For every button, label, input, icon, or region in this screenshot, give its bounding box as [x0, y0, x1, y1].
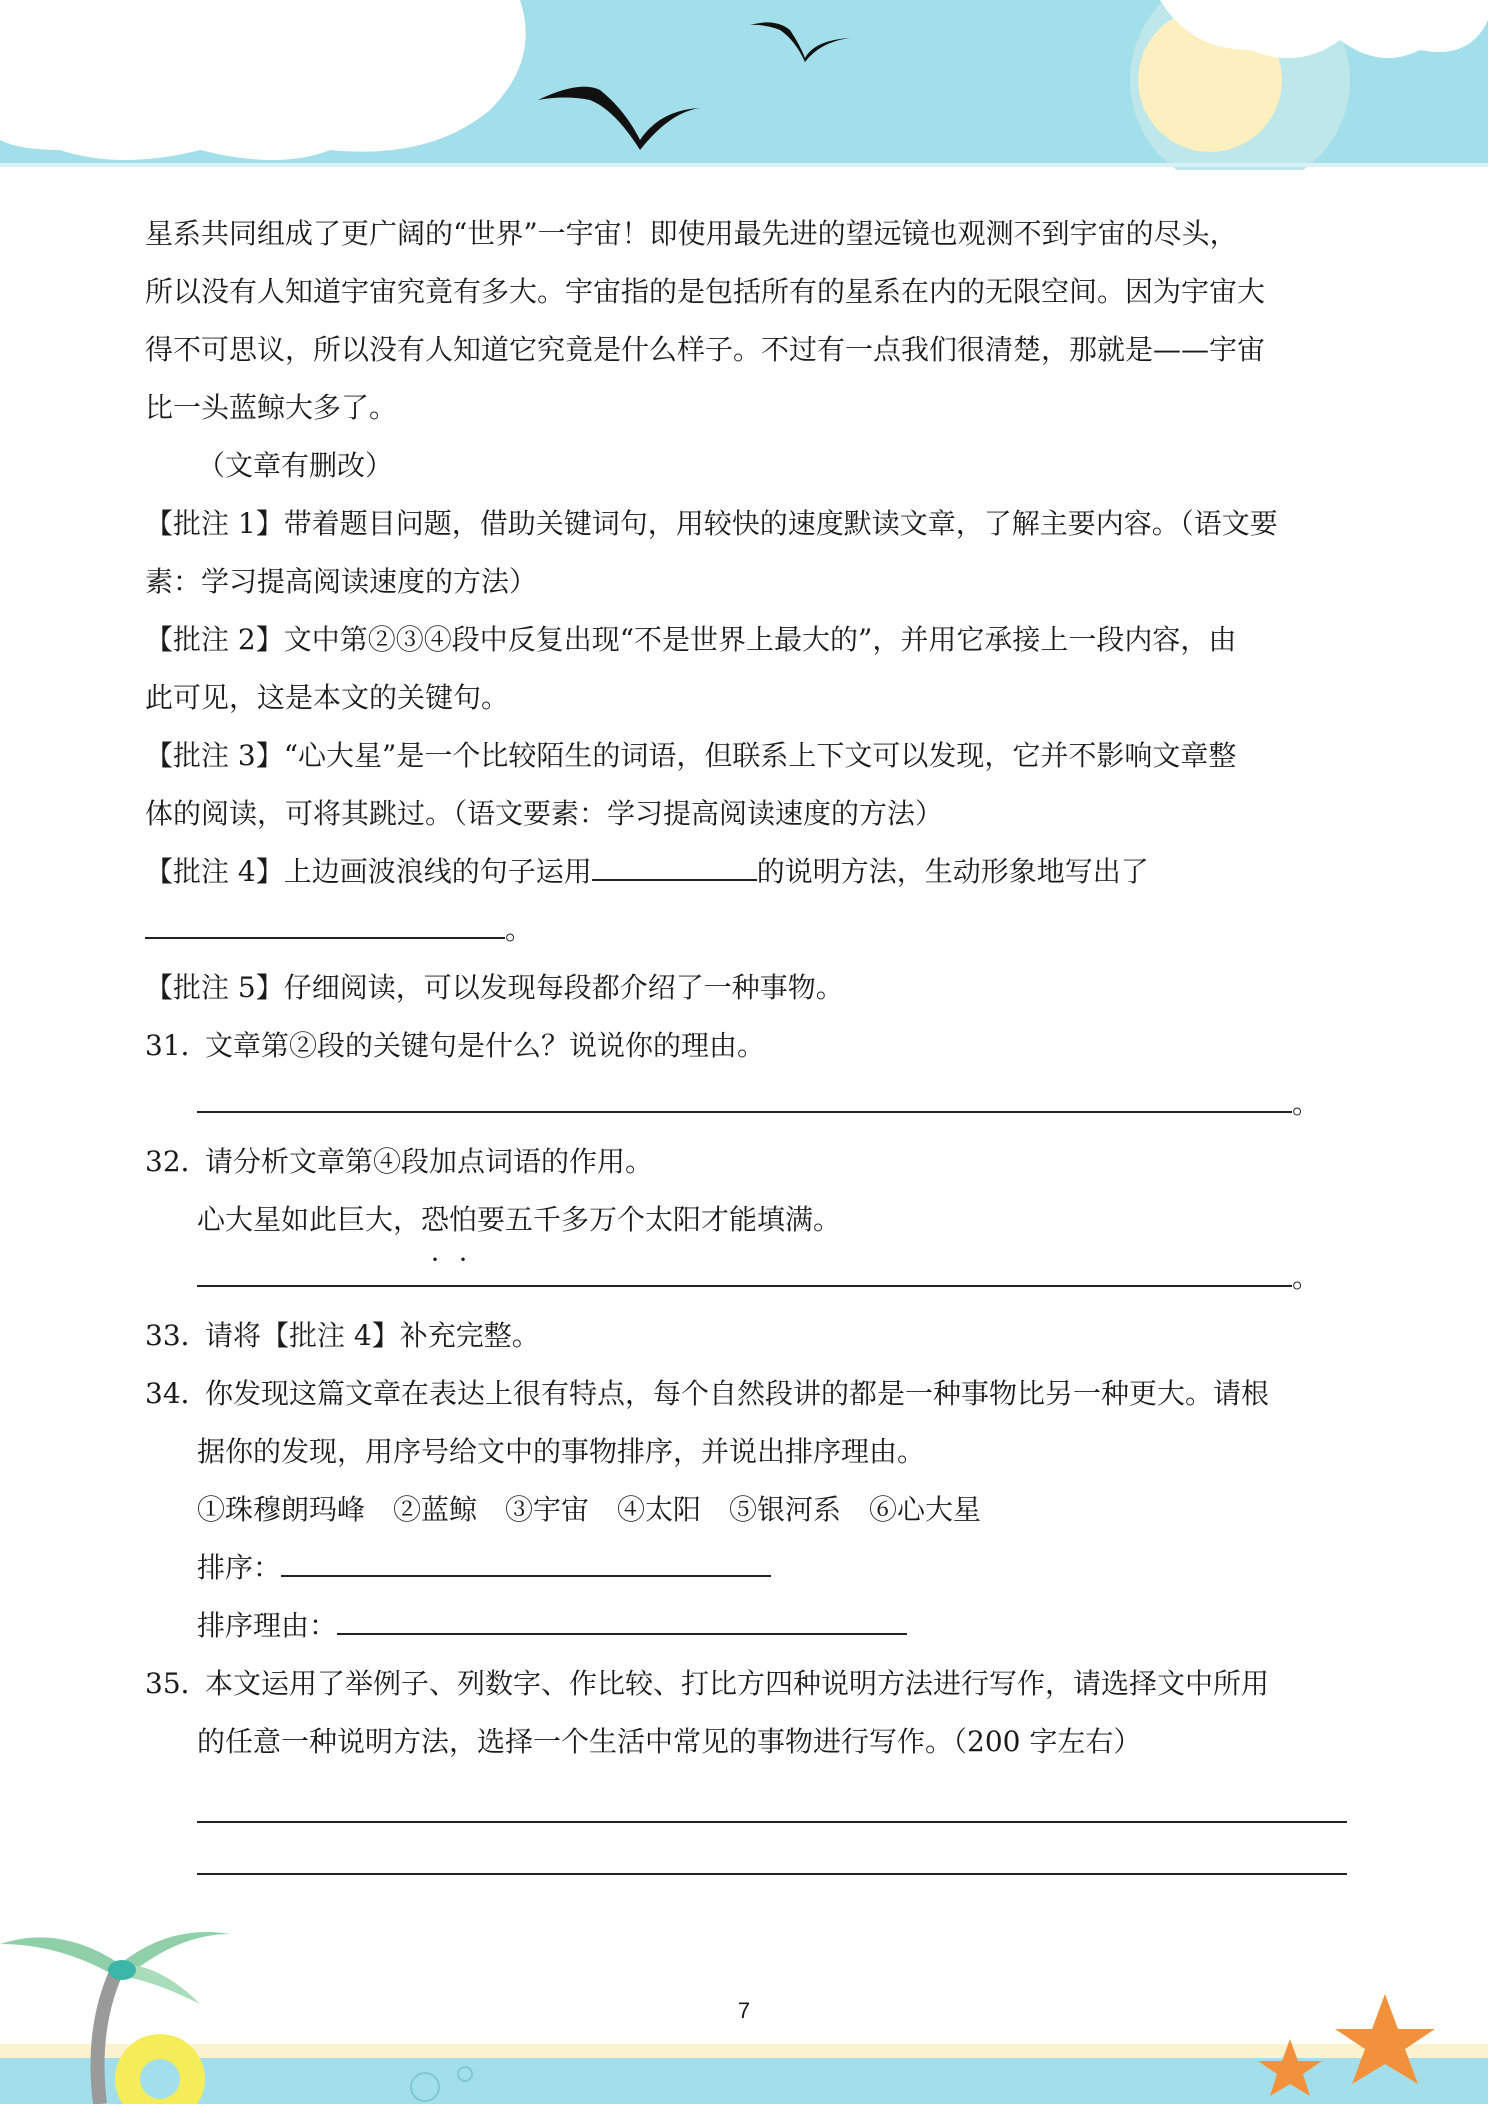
dotted-word-pa: 怕: [449, 1203, 478, 1236]
question-33-text: 请将【批注 4】补充完整。: [205, 1319, 540, 1352]
coconut-icon: [108, 1960, 136, 1980]
question-35-writing-line-1[interactable]: [197, 1771, 1347, 1823]
annotation-4-blank-effect[interactable]: [145, 907, 505, 939]
question-34: [145, 1365, 1345, 1423]
question-32-number: 32．: [145, 1145, 209, 1178]
question-34-order-label: 排序：: [197, 1551, 282, 1584]
annotation-4-blank-method[interactable]: [592, 849, 757, 881]
question-34-reason: [145, 1597, 1345, 1655]
annotation-5: 【批注 5】仔细阅读，可以发现每段都介绍了一种事物。: [145, 971, 844, 1004]
annotation-3-line-2: 体的阅读，可将其跳过。（语文要素：学习提高阅读速度的方法）: [145, 797, 944, 830]
annotation-3-line-1: 【批注 3】“心大星”是一个比较陌生的词语，但联系上下文可以发现，它并不影响文章整: [145, 739, 1237, 772]
question-34-order-blank[interactable]: [281, 1545, 771, 1577]
annotation-4-line-2: [145, 901, 1345, 959]
question-32-sentence-a: 心大星如此巨大，: [197, 1203, 422, 1236]
question-32-sentence: [145, 1191, 1345, 1249]
question-34-order: [145, 1539, 1345, 1597]
question-34-text-line-1: 你发现这篇文章在表达上很有特点，每个自然段讲的都是一种事物比另一种更大。请根: [205, 1377, 1270, 1410]
annotation-1-line-1: 【批注 1】带着题目问题，借助关键词句，用较快的速度默读文章，了解主要内容。（语文要: [145, 507, 1278, 540]
question-35-text-line-2: 的任意一种说明方法，选择一个生活中常见的事物进行写作。（200 字左右）: [197, 1725, 1142, 1758]
palm-leaf-icon: [0, 1937, 120, 1976]
question-31-period: 。: [1292, 1087, 1321, 1120]
question-33-number: 33．: [145, 1319, 209, 1352]
question-32-answer-line: [145, 1249, 1345, 1307]
page-content: [145, 205, 1345, 1875]
passage-line-1: 星系共同组成了更广阔的“世界”一宇宙！即使用最先进的望远镜也观测不到宇宙的尽头，: [145, 217, 1238, 250]
question-32-period: 。: [1292, 1261, 1321, 1294]
question-34-text-line-2: 据你的发现，用序号给文中的事物排序，并说出排序理由。: [197, 1435, 926, 1468]
annotation-4-text-b: 的说明方法，生动形象地写出了: [756, 855, 1149, 888]
question-35-number: 35．: [145, 1667, 209, 1700]
question-34-reason-blank[interactable]: [337, 1603, 907, 1635]
question-35-text-line-1: 本文运用了举例子、列数字、作比较、打比方四种说明方法进行写作，请选择文中所用: [205, 1667, 1270, 1700]
dotted-word-kong: 恐: [421, 1203, 450, 1236]
annotation-4-text-a: 【批注 4】上边画波浪线的句子运用: [145, 855, 592, 888]
passage-line-2: 所以没有人知道宇宙究竟有多大。宇宙指的是包括所有的星系在内的无限空间。因为宇宙大: [145, 275, 1266, 308]
question-31: [145, 1017, 1345, 1075]
annotation-4-period: 。: [505, 913, 534, 946]
page-number: 7: [737, 1998, 751, 2023]
question-31-answer-blank[interactable]: [197, 1081, 1292, 1113]
question-32-text: 请分析文章第④段加点词语的作用。: [205, 1145, 654, 1178]
question-32: [145, 1133, 1345, 1191]
passage-line-3: 得不可思议，所以没有人知道它究竟是什么样子。不过有一点我们很清楚，那就是——宇宙: [145, 333, 1266, 366]
question-33: [145, 1307, 1345, 1365]
question-31-number: 31．: [145, 1029, 209, 1062]
question-31-text: 文章第②段的关键句是什么？说说你的理由。: [205, 1029, 766, 1062]
question-32-sentence-b: 要五千多万个太阳才能填满。: [477, 1203, 842, 1236]
header-sky-banner: [0, 0, 1488, 170]
question-35: [145, 1655, 1345, 1713]
question-32-answer-blank[interactable]: [197, 1255, 1292, 1287]
cloud-left-icon: [0, 0, 526, 160]
annotation-2-line-2: 此可见，这是本文的关键句。: [145, 681, 510, 714]
question-31-answer-line: [145, 1075, 1345, 1133]
source-note: （文章有删改）: [197, 449, 394, 482]
question-34-options: ①珠穆朗玛峰 ②蓝鲸 ③宇宙 ④太阳 ⑤银河系 ⑥心大星: [197, 1493, 982, 1526]
annotation-2-line-1: 【批注 2】文中第②③④段中反复出现“不是世界上最大的”，并用它承接上一段内容，由: [145, 623, 1237, 656]
question-35-writing-line-2[interactable]: [197, 1823, 1347, 1875]
annotation-1-line-2: 素：学习提高阅读速度的方法）: [145, 565, 538, 598]
question-34-reason-label: 排序理由：: [197, 1609, 338, 1642]
annotation-4-line-1: [145, 843, 1345, 901]
question-34-number: 34．: [145, 1377, 209, 1410]
passage-line-4: 比一头蓝鲸大多了。: [145, 391, 398, 424]
